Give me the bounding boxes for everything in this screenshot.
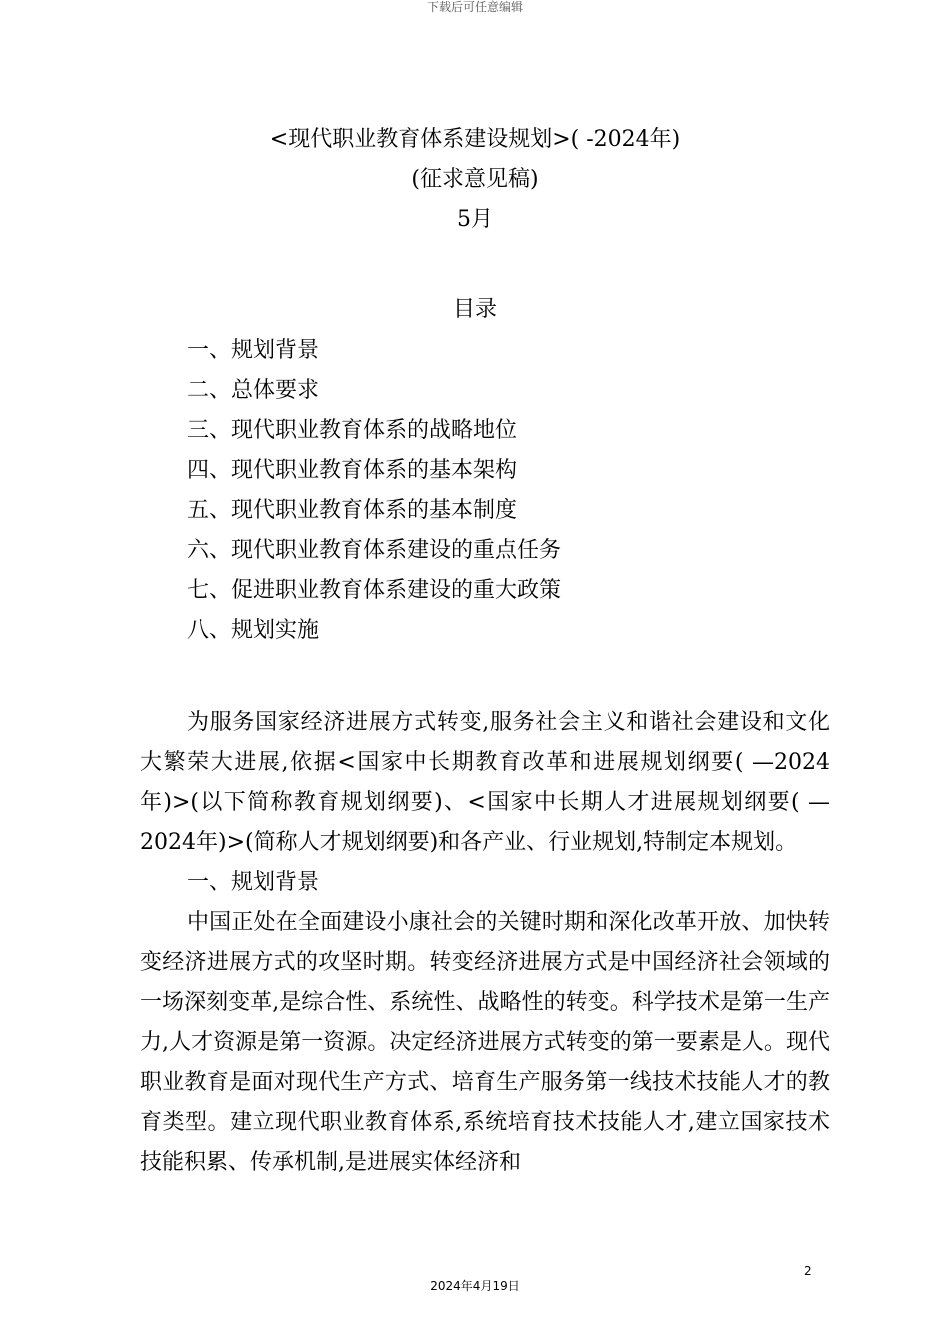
intro-paragraph: 为服务国家经济进展方式转变,服务社会主义和谐社会建设和文化大繁荣大进展,依据<国家中长期教育改革和进展规划纲要( —2024年)>(以下简称教育规划纲要)、<国家中长期人才进展规划纲要( —2024年)>(简称人才规划纲要)和各产业、行业规划,特制定本规划。: [140, 710, 830, 855]
toc-item: 一、规划背景: [187, 338, 320, 363]
toc-item: 八、规划实施: [187, 618, 320, 643]
section-paragraph: 中国正处在全面建设小康社会的关键时期和深化改革开放、加快转变经济进展方式的攻坚时期。转变经济进展方式是中国经济社会领域的一场深刻变革,是综合性、系统性、战略性的转变。科学技术是第一生产力,人才资源是第一资源。决定经济进展方式转变的第一要素是人。现代职业教育是面对现代生产方式、培育生产服务第一线技术技能人才的教育类型。建立现代职业教育体系,系统培育技术技能人才,建立国家技术技能积累、传承机制,是进展实体经济和: [140, 910, 830, 1175]
page-header-note: 下载后可任意编辑: [426, 0, 523, 14]
toc-heading: 目录: [452, 297, 497, 322]
toc-item: 四、现代职业教育体系的基本架构: [187, 458, 518, 483]
document-title: [0, 120, 950, 240]
toc-item: 七、促进职业教育体系建设的重大政策: [187, 578, 562, 603]
footer-date: 2024年4月19日: [430, 1279, 520, 1293]
page-number: 2: [804, 1264, 812, 1278]
document-body: [140, 703, 830, 1183]
table-of-contents: [187, 331, 561, 651]
title-line-draft: (征求意见稿): [411, 167, 539, 192]
toc-item: 三、现代职业教育体系的战略地位: [187, 418, 518, 443]
toc-item: 六、现代职业教育体系建设的重点任务: [187, 538, 562, 563]
title-line-date: 5月: [457, 207, 493, 232]
section-heading: 一、规划背景: [187, 870, 320, 895]
title-line-main: <现代职业教育体系建设规划>( -2024年): [269, 127, 681, 152]
toc-item: 五、现代职业教育体系的基本制度: [187, 498, 518, 523]
toc-item: 二、总体要求: [187, 378, 320, 403]
